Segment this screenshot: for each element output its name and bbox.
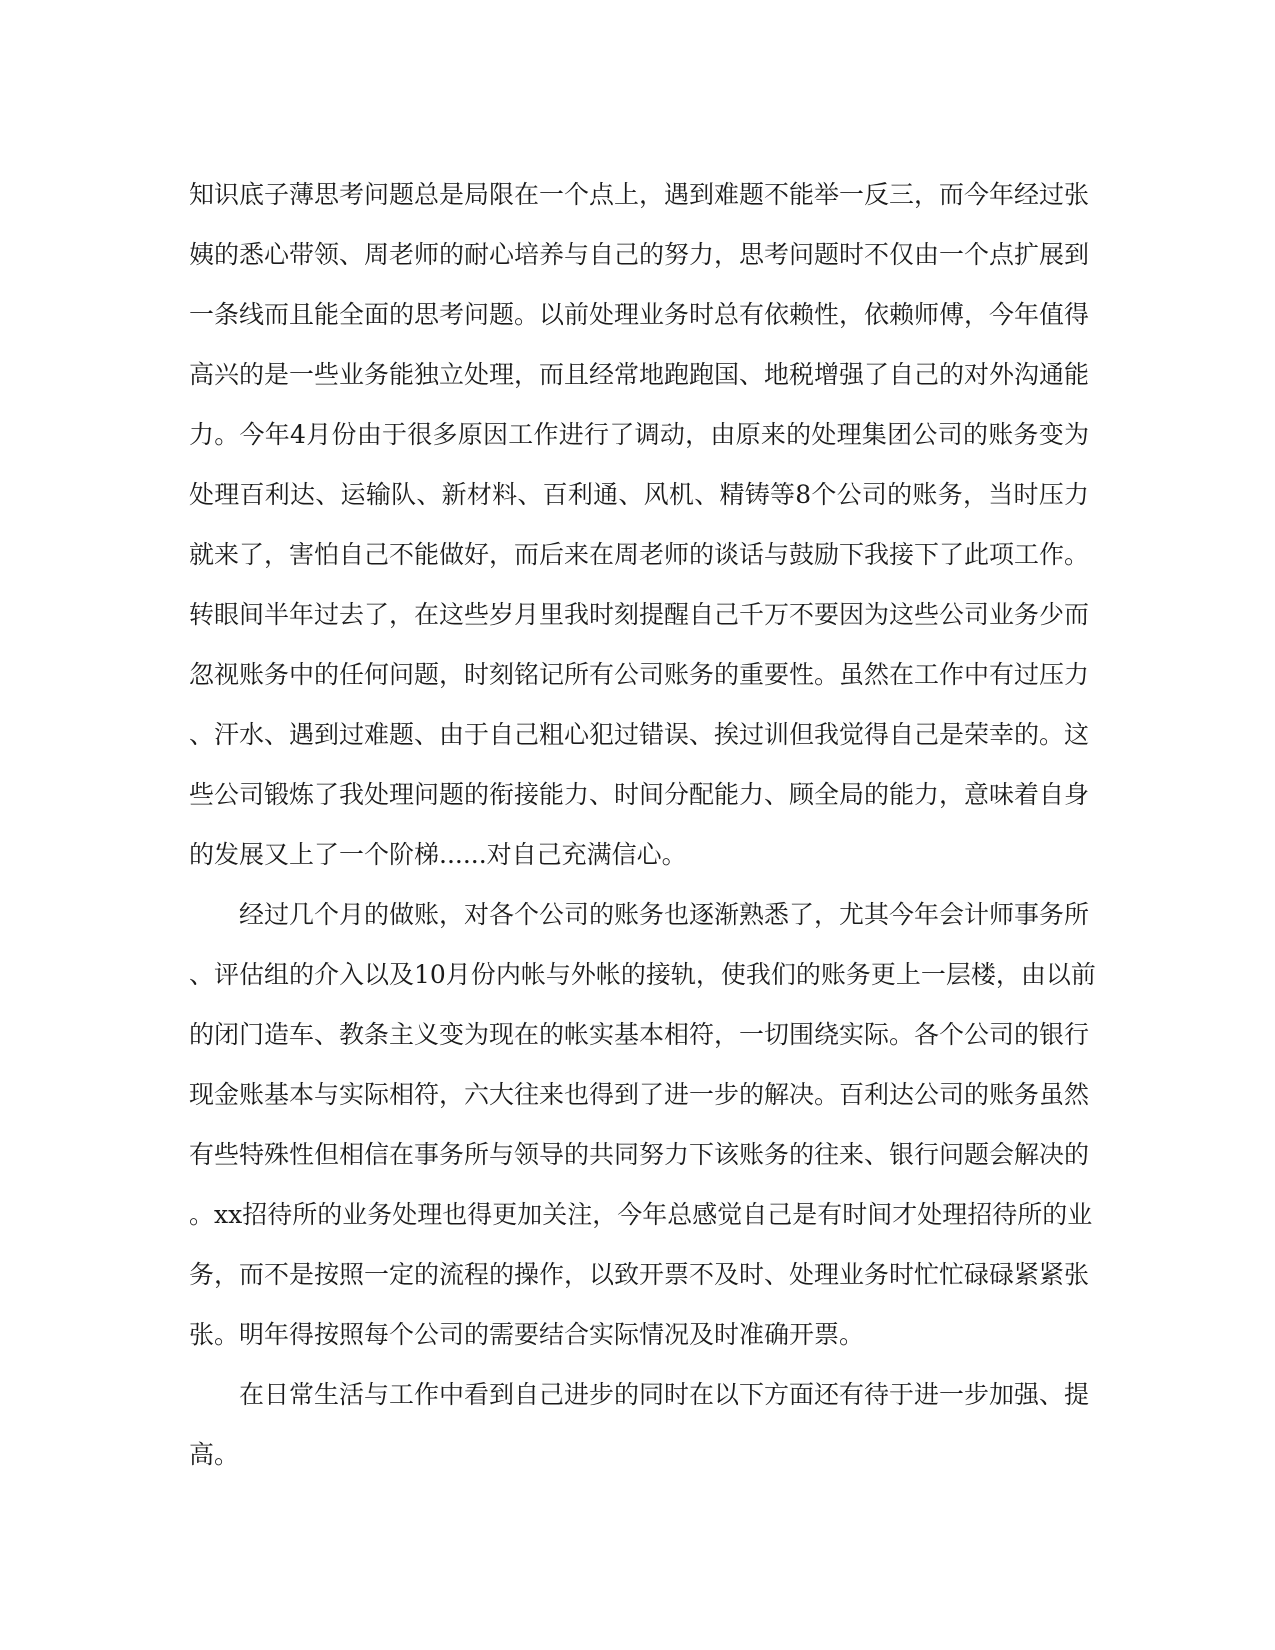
text-line: 高兴的是一些业务能独立处理，而且经常地跑跑国、地税增强了自己的对外沟通能 <box>189 360 1090 389</box>
text-line: 务，而不是按照一定的流程的操作，以致开票不及时、处理业务时忙忙碌碌紧紧张 <box>189 1260 1090 1289</box>
text-line: 知识底子薄思考问题总是局限在一个点上，遇到难题不能举一反三，而今年经过张 <box>189 180 1090 209</box>
text-line: 力。今年4月份由于很多原因工作进行了调动，由原来的处理集团公司的账务变为 <box>189 420 1089 449</box>
text-line: 、评估组的介入以及10月份内帐与外帐的接轨，使我们的账务更上一层楼，由以前 <box>189 960 1096 989</box>
text-line: 有些特殊性但相信在事务所与领导的共同努力下该账务的往来、银行问题会解决的 <box>189 1140 1090 1169</box>
paragraph-2 <box>189 885 1096 1365</box>
text-line: 一条线而且能全面的思考问题。以前处理业务时总有依赖性，依赖师傅，今年值得 <box>189 300 1090 329</box>
text-line: 忽视账务中的任何问题，时刻铭记所有公司账务的重要性。虽然在工作中有过压力 <box>189 660 1090 689</box>
text-line: 、汗水、遇到过难题、由于自己粗心犯过错误、挨过训但我觉得自己是荣幸的。这 <box>189 720 1090 749</box>
text-line: 经过几个月的做账，对各个公司的账务也逐渐熟悉了，尤其今年会计师事务所 <box>239 900 1090 929</box>
text-line: 在日常生活与工作中看到自己进步的同时在以下方面还有待于进一步加强、提 <box>239 1380 1090 1409</box>
text-line: 些公司锻炼了我处理问题的衔接能力、时间分配能力、顾全局的能力，意味着自身 <box>189 780 1090 809</box>
text-line: 处理百利达、运输队、新材料、百利通、风机、精铸等8个公司的账务，当时压力 <box>189 480 1089 509</box>
text-line: 高。 <box>189 1440 240 1469</box>
text-line: 现金账基本与实际相符，六大往来也得到了进一步的解决。百利达公司的账务虽然 <box>189 1080 1090 1109</box>
text-line: 姨的悉心带领、周老师的耐心培养与自己的努力，思考问题时不仅由一个点扩展到 <box>189 240 1090 269</box>
text-line: 张。明年得按照每个公司的需要结合实际情况及时准确开票。 <box>189 1320 865 1349</box>
text-line: 的发展又上了一个阶梯......对自己充满信心。 <box>189 840 687 869</box>
text-line: 的闭门造车、教条主义变为现在的帐实基本相符，一切围绕实际。各个公司的银行 <box>189 1020 1090 1049</box>
document-body <box>189 165 1096 1485</box>
text-line: 。xx招待所的业务处理也得更加关注，今年总感觉自己是有时间才处理招待所的业 <box>189 1200 1093 1229</box>
text-line: 转眼间半年过去了，在这些岁月里我时刻提醒自己千万不要因为这些公司业务少而 <box>189 600 1090 629</box>
paragraph-1 <box>189 165 1089 885</box>
text-line: 就来了，害怕自己不能做好，而后来在周老师的谈话与鼓励下我接下了此项工作。 <box>189 540 1090 569</box>
paragraph-3 <box>189 1365 1089 1485</box>
